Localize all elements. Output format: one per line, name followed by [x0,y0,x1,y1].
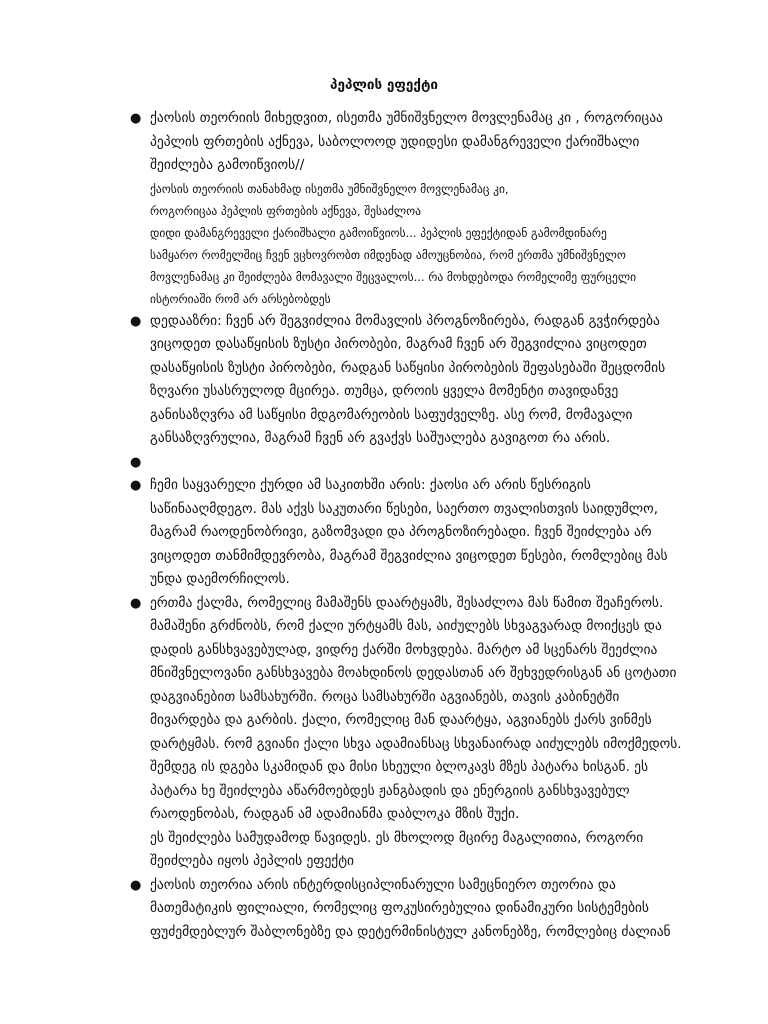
paragraph-line: ფუძემდებლურ შაბლონებზე და დეტერმინისტულ კანონებზე, რომლებიც ძალიან [150,923,671,940]
paragraph-line: ქაოსის თეორია არის ინტერდისციპლინარული სამეცნიერო თეორია და [150,876,616,893]
paragraph-line: განსაზღვრულია, მაგრამ ჩვენ არ გვაქვს საშუალება გავიგოთ რა არის. [150,430,611,446]
paragraph-line: შეიძლება გამოიწვიოს// [150,157,305,173]
page-title: პეპლის ეფექტი [329,77,438,93]
paragraph-line: ეს შეიძლება სამუდამოდ წავიდეს. ეს მხოლოდ მცირე მაგალითია, როგორი [150,829,644,846]
paragraph-line: მივარდება და გარბის. ქალი, რომელიც მან დაარტყა, აგვიანებს ქარს ვინმეს [150,712,652,728]
sub-paragraph-line: ისტორიაში რომ არ არსებობდეს [150,291,331,306]
paragraph-line: ზღვარი უსასრულოდ მცირეა. თუმცა, დროის ყველა მომენტი თავიდანვე [150,383,619,399]
paragraph-line: ქაოსის თეორიის მიხედვით, ისეთმა უმნიშვნელო მოვლენამაც კი , როგორიცაა [150,110,663,126]
sub-paragraph-line: როგორიცაა პეპლის ფრთების აქნევა, შესაძლოა [150,203,421,218]
paragraph-line: რაოდენობას, რადგან ამ ადამიანმა დაბლოკა მზის შუქი. [150,806,520,822]
paragraph-line: ვიცოდეთ თანმიმდევრობა, მაგრამ შეგვიძლია ვიცოდეთ წესები, რომლებიც მას [150,547,668,564]
list-item-empty [0,451,768,475]
list-item [0,310,768,451]
bullet-icon: ● [130,595,142,611]
paragraph-line: საწინააღმდეგო. მას აქვს საკუთარი წესები, საერთო თვალისთვის საიდუმლო, [150,500,658,517]
paragraph-line: შემდეგ ის დგება სკამიდან და მისი სხეული ბლოკავს მზეს პატარა ხისგან. ეს [150,759,649,775]
paragraph-line: მნიშვნელოვანი განსხვავება მოახდინოს დედასთან არ შეხვედრისგან ან ცოტათი [150,665,677,681]
list-item [0,592,768,874]
paragraph-line: ვიცოდეთ დასაწყისის ზუსტი პირობები, მაგრამ ჩვენ არ შეგვიძლია ვიცოდეთ [150,336,647,352]
list-item [0,874,768,945]
bullet-icon: ● [130,478,142,493]
paragraph-line: ერთმა ქალმა, რომელიც მამაშენს დაარტყამს, შესაძლოა მას წამით შეაჩეროს. [150,594,664,611]
paragraph-line: დარტყმას. რომ გვიანი ქალი სხვა ადამიანსაც სხვანაირად აიძულებს იმოქმედოს. [150,735,682,752]
paragraph-line: ჩემი საყვარელი ქურდი ამ საკითხში არის: ქაოსი არ არის წესრიგის [150,477,591,493]
paragraph-line: დასაწყისის ზუსტი პირობები, რადგან საწყისი პირობების შეფასებაში შეცდომის [150,359,666,376]
sub-paragraph-line: დიდი დამანგრეველი ქარიშხალი გამოიწვიოს... პეპლის ეფექტიდან გამომდინარე [150,225,607,240]
paragraph-line: მაგრამ რაოდენობრივი, გაზომვადი და პროგნოზირებადი. ჩვენ შეიძლება არ [150,524,652,540]
bullet-icon: ● [130,313,142,329]
sub-paragraph-line: ქაოსის თეორიის თანახმად ისეთმა უმნიშვნელო მოვლენამაც კი, [150,181,509,196]
paragraph-line: მათემატიკის ფილიალი, რომელიც ფოკუსირებულია დინამიკური სისტემების [150,900,649,916]
bullet-icon: ● [130,877,142,893]
paragraph-line: უნდა დაემორჩილოს. [150,571,290,587]
paragraph-line: დადის განსხვავებულად, ვიდრე ქარში მოხვდება. მარტო ამ სცენარს შეეძლია [150,641,658,658]
paragraph-line: დაგვიანებით სამსახურში. როცა სამსახურში აგვიანებს, თავის კაბინეტში [150,688,620,705]
paragraph-line: დედააზრი: ჩვენ არ შეგვიძლია მომავლის პროგნოზირება, რადგან გვჭირდება [150,312,660,329]
paragraph-line: პატარა ხე შეიძლება აწარმოებდეს ჟანგბადის და ენერგიის განსხვავებულ [150,782,630,799]
bullet-list [0,107,768,944]
paragraph-line: პეპლის ფრთების აქნევა, საბოლოოდ უდიდესი დამანგრეველი ქარიშხალი [150,133,640,150]
list-item [0,107,768,310]
bullet-icon: ● [130,111,142,126]
sub-paragraph-line: სამყარო რომელშიც ჩვენ ვცხოვრობთ იმდენად ამოუცნობია, რომ ერთმა უმნიშვნელო [150,247,626,262]
sub-paragraph-line: მოვლენამაც კი შეიძლება მომავალი შეცვალოს... რა მოხდებოდა რომელიმე ფურცელი [150,269,637,284]
paragraph-line: განისაზღვრა ამ საწყისი მდგომარეობის საფუძველზე. ასე რომ, მომავალი [150,406,633,423]
list-item [0,474,768,592]
paragraph-line: შეიძლება იყოს პეპლის ეფექტი [150,853,355,869]
bullet-icon: ● [130,454,142,470]
paragraph-line: მამაშენი გრძნობს, რომ ქალი ურტყამს მას, აიძულებს სხვაგვარად მოიქცეს და [150,618,662,634]
